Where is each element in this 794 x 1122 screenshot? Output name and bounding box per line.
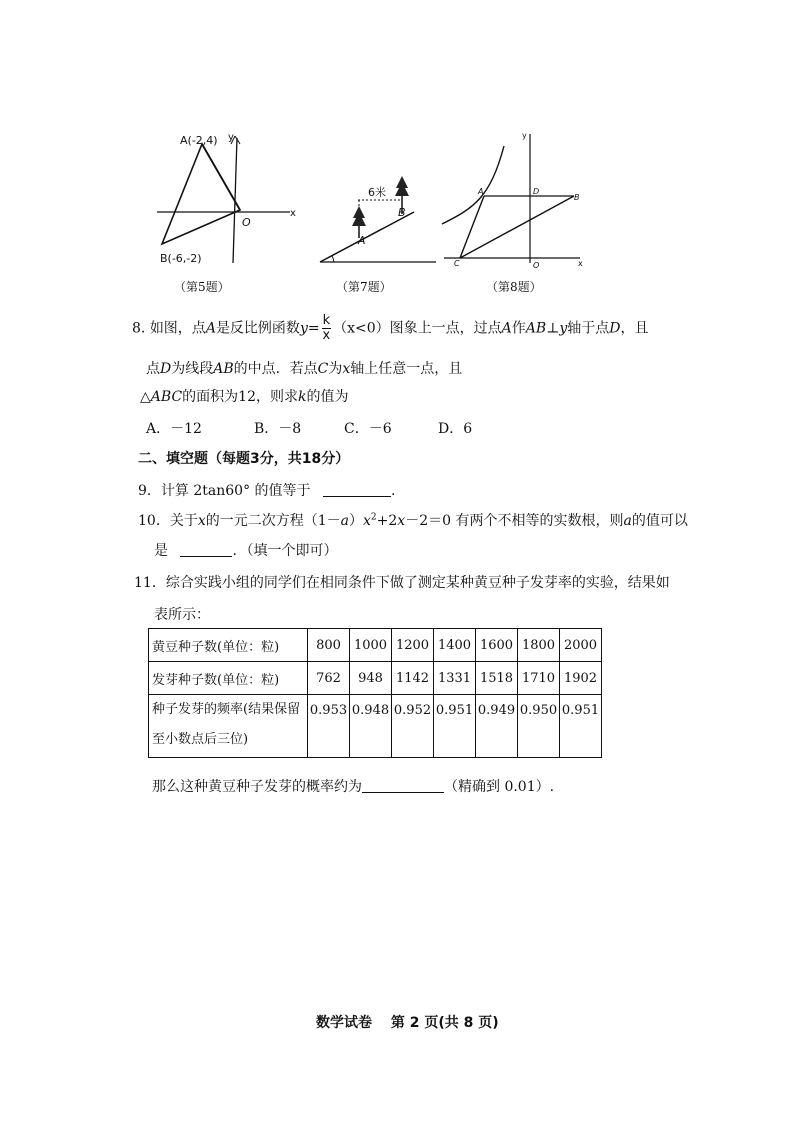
fig5-label-x: x [290,208,296,219]
q8-line-3: △ABC的面积为12，则求k的值为 [140,389,349,405]
fig7-label-distance: 6米 [368,186,386,199]
seed-table [148,628,602,758]
figure-5 [150,128,310,298]
q8-option-b: B．－8 [254,421,302,437]
footer-page-number: 第 2 页(共 8 页) [390,1015,499,1031]
figure-5-graph [150,128,310,298]
question-11-line-1: 11．综合实践小组的同学们在相同条件下做了测定某种黄豆种子发芽率的实验，结果如 [134,575,670,591]
fig8-label-c: C [454,259,460,268]
q9-answer-blank[interactable] [323,482,391,497]
fig8-label-d: D [533,187,540,196]
table-row: 种子发芽的频率(结果保留至小数点后三位) 0.953 0.948 0.952 0.951 0.949 0.950 0.951 [149,695,602,758]
fig7-label-b: B [398,206,406,219]
table-row: 黄豆种子数(单位：粒) 800 1000 1200 1400 1600 1800 2000 [149,629,602,662]
fig5-caption: （第5题） [174,280,230,294]
fig5-label-y: y [228,132,234,143]
q8-option-a: A．－12 [146,421,202,437]
q8-fraction: $\frac{k}{x}$ [322,313,331,343]
q8-option-d: D．6 [438,421,473,437]
question-9: 9．计算 2tan60° 的值等于 . [138,483,396,499]
question-10: 10．关于x的一元二次方程$(1-a)x^2+2x-2=0$ 有两个不相等的实数根，则a的值可以 [138,512,688,529]
question-10-line-2: 是 ．（填一个即可） [154,543,338,559]
page-footer [316,1012,499,1032]
germination-table [148,628,602,758]
question-11-line-2: 表所示： [154,607,210,623]
fig8-label-x: x [578,259,583,268]
figure-8-graph [438,128,588,268]
footer-subject: 数学试卷 [316,1015,372,1031]
section-2-title: 二、填空题（每题3分，共18分） [138,451,350,467]
question-8 [132,308,752,438]
fig5-label-b: B(-6,-2) [160,252,202,265]
fig8-label-b: B [574,193,580,202]
table-row: 发芽种子数(单位：粒) 762 948 1142 1331 1518 1710 1902 [149,662,602,695]
q10-answer-blank[interactable] [180,542,232,557]
fig7-caption: （第7题） [336,280,392,294]
q11-answer-blank[interactable] [362,778,444,793]
fig8-label-a: A [478,187,484,196]
q8-line-1: 8. 如图，点A是反比例函数y= $\frac{k}{x}$ （x<0）图象上一点，过点A作AB⊥y轴于点D，且 [132,313,649,343]
q8-option-c: C．－6 [344,421,392,437]
figure-7-graph [312,160,442,270]
fig8-label-y: y [522,131,527,140]
fig5-label-o: O [242,216,251,229]
figure-7 [312,160,442,300]
question-11-answer-line: 那么这种黄豆种子发芽的概率约为 （精确到 0.01）. [152,779,555,795]
fig8-label-o: O [533,261,540,270]
figure-8 [438,128,588,298]
q8-line-2: 点D为线段AB的中点．若点C为x轴上任意一点，且 [146,361,463,377]
fig8-caption: （第8题） [486,280,542,294]
fig5-label-a: A(-2,4) [180,134,218,147]
fig7-label-a: A [358,234,366,247]
